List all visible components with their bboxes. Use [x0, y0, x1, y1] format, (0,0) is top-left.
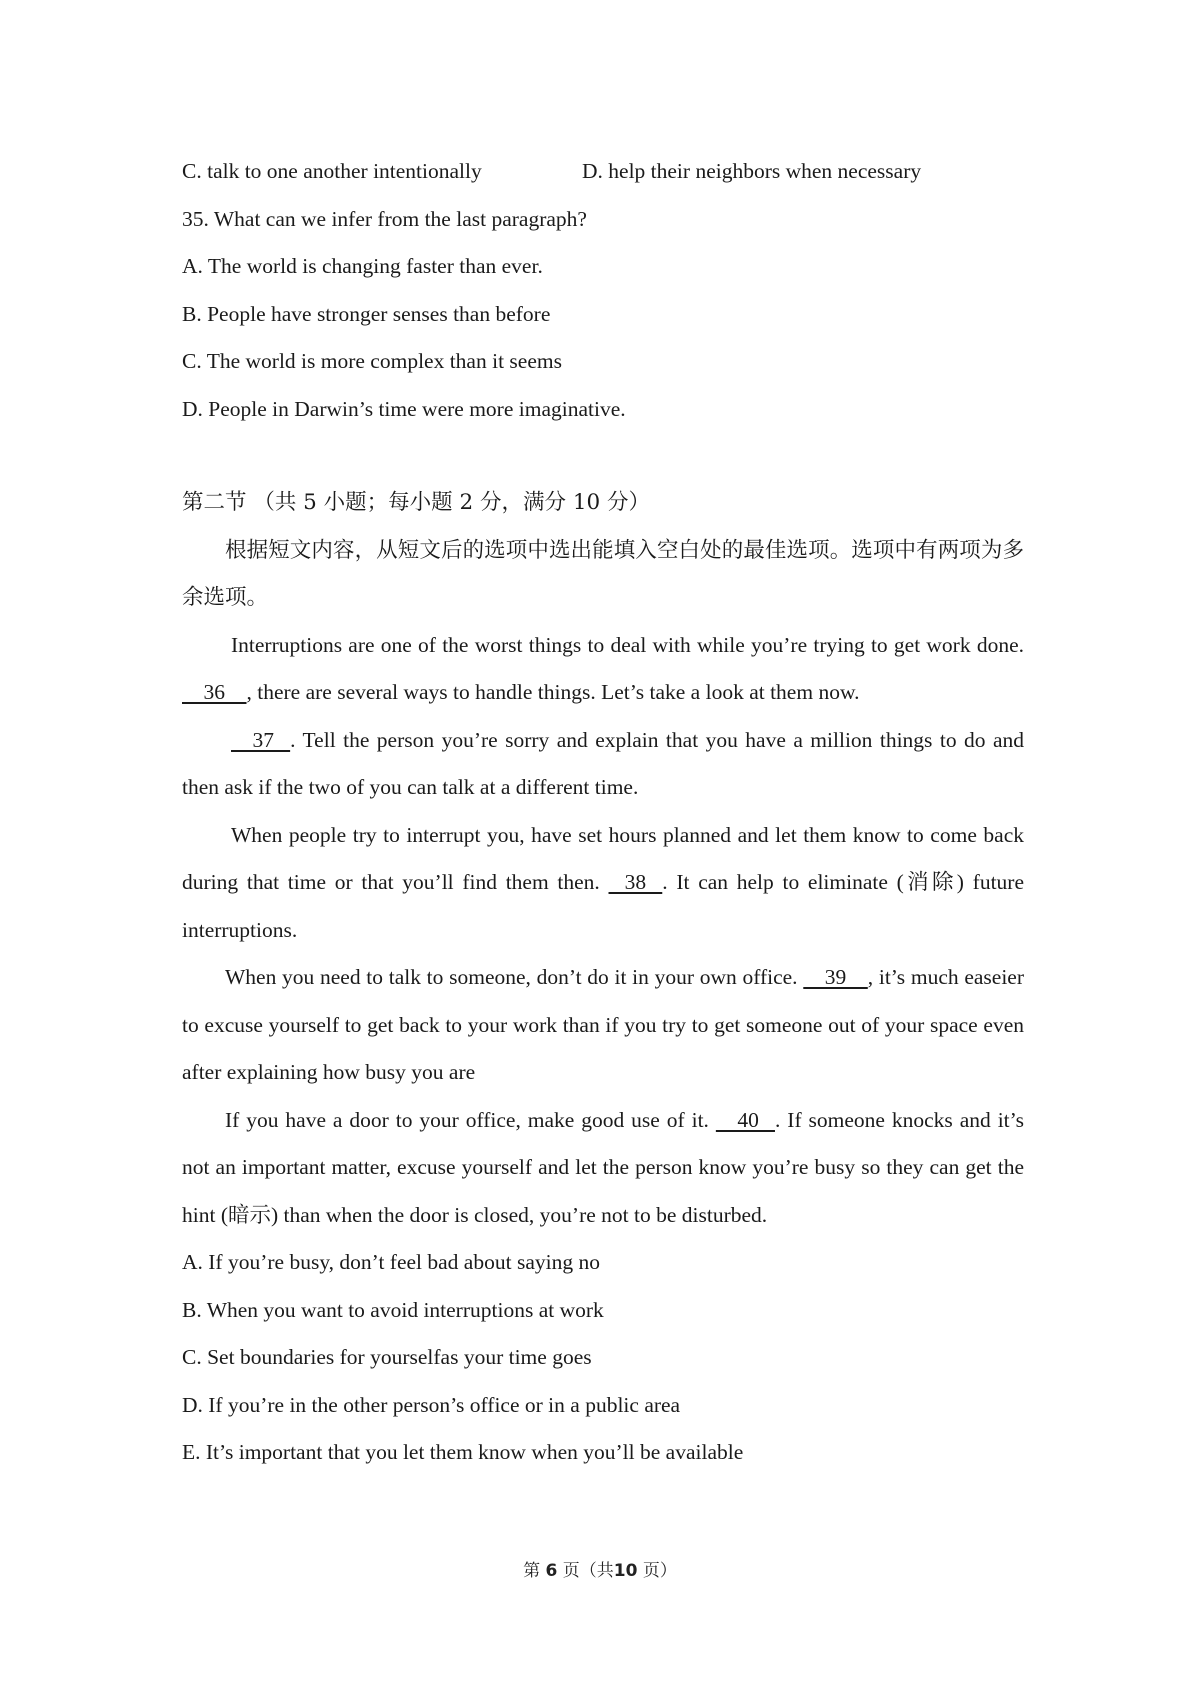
footer-prefix: 第 — [523, 1561, 541, 1581]
q35-option-a: A. The world is changing faster than ever. — [182, 254, 543, 278]
passage-paragraph-5 — [182, 1097, 1024, 1240]
paragraph-text: Interruptions are one of the worst things to deal with while you’re trying to get work done. — [231, 632, 1024, 657]
paragraph-text: . It can help to eliminate (消除) future interruptions. — [182, 870, 1024, 942]
choice-b: B. When you want to avoid interruptions at work — [182, 1297, 604, 1322]
q35-option-b: B. People have stronger senses than before — [182, 301, 551, 326]
section-heading: 第二节 （共 5 小题；每小题 2 分，满分 10 分） — [182, 490, 651, 515]
section-spacer — [182, 433, 1024, 479]
paragraph-text: , it’s much easeier to excuse yourself to get back to your work than if you try to get someone out of your space even after explaining how busy you are — [182, 965, 1025, 1084]
footer-middle: 页（共 — [562, 1561, 614, 1581]
footer-suffix: 页） — [642, 1561, 677, 1581]
paragraph-text: If you have a door to your office, make good use of it. — [225, 1107, 716, 1132]
passage-paragraph-3 — [182, 812, 1024, 955]
paragraph-text: . If someone knocks and it’s not an important matter, excuse yourself and let the person know you’re busy so they can get the hint (暗示) than when the door is closed, you’re not to be disturbed. — [182, 1107, 1024, 1227]
choice-e: E. It’s important that you let them know when you’ll be available — [182, 1440, 744, 1464]
q34-options-row — [182, 148, 1024, 196]
choice-c: C. Set boundaries for yourselfas your time goes — [182, 1345, 592, 1369]
passage-paragraph-4 — [182, 954, 1024, 1097]
blank-40: 40 — [715, 1107, 775, 1132]
q35-option-c: C. The world is more complex than it seems — [182, 349, 562, 373]
blank-39: 39 — [803, 965, 868, 989]
paragraph-text: When people try to interrupt you, have set hours planned and let them know to come back during that time or that you’ll find them then. — [182, 822, 1024, 894]
paragraph-text: . Tell the person you’re sorry and explain that you have a million things to do and then ask if the two of you can talk at a different time. — [182, 727, 1024, 799]
blank-36: 36 — [182, 680, 247, 704]
section-instruction: 根据短文内容，从短文后的选项中选出能填入空白处的最佳选项。选项中有两项为多余选项。 — [182, 537, 1024, 610]
q34-option-d: D. help their neighbors when necessary — [582, 159, 922, 183]
passage-paragraph-2 — [182, 717, 1024, 812]
paragraph-text: When you need to talk to someone, don’t do it in your own office. — [225, 965, 804, 989]
q34-option-c: C. talk to one another intentionally — [182, 159, 482, 183]
choice-a: A. If you’re busy, don’t feel bad about saying no — [182, 1250, 600, 1274]
blank-37: 37 — [231, 727, 291, 752]
page-footer — [0, 1556, 1200, 1581]
q35-option-d: D. People in Darwin’s time were more imaginative. — [182, 396, 626, 421]
exam-page — [182, 148, 1024, 1477]
passage-paragraph-1 — [182, 622, 1024, 717]
blank-38: 38 — [608, 870, 663, 894]
paragraph-text: , there are several ways to handle things. Let’s take a look at them now. — [246, 680, 860, 704]
q35-question: 35. What can we infer from the last paragraph? — [182, 206, 587, 231]
footer-page-number: 6 — [545, 1561, 558, 1581]
footer-total-pages: 10 — [613, 1561, 638, 1581]
choice-d: D. If you’re in the other person’s office or in a public area — [182, 1392, 681, 1417]
